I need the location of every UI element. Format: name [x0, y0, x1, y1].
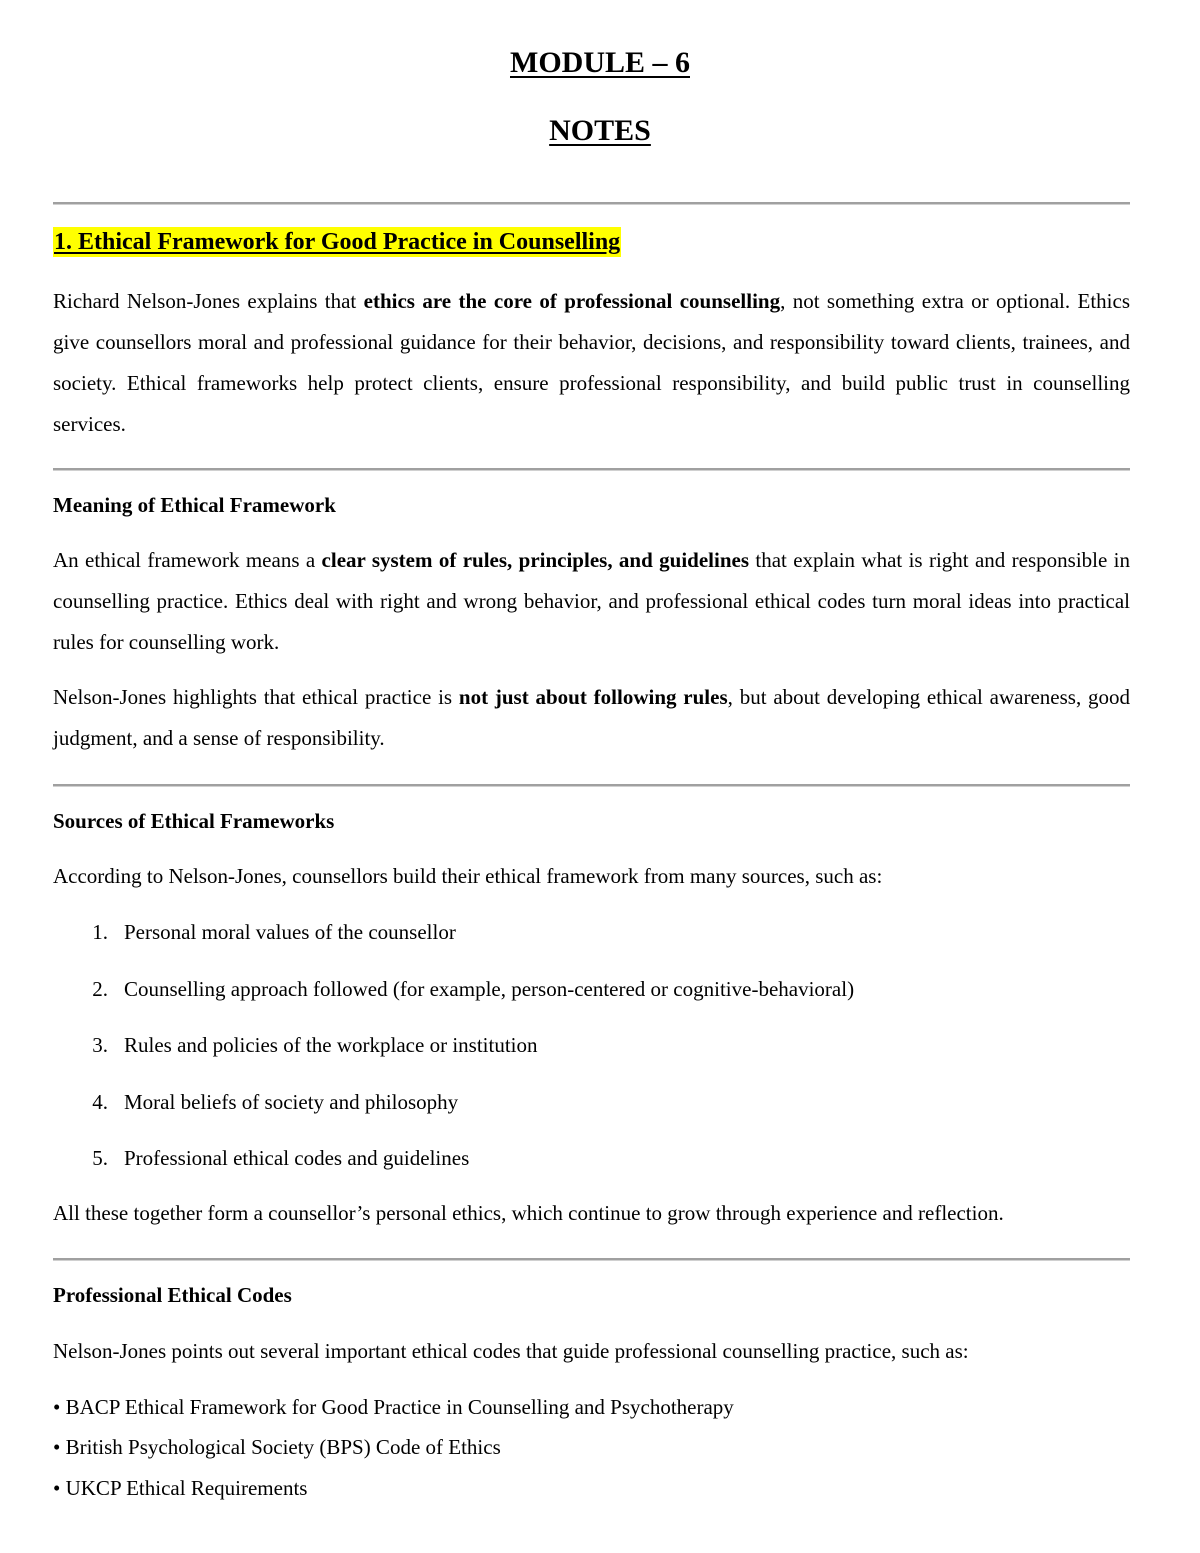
list-item-number: 4. [92, 1090, 108, 1114]
text-run: Richard Nelson-Jones explains that [53, 289, 364, 313]
list-item-number: 5. [92, 1146, 108, 1170]
list-item-number: 2. [92, 977, 108, 1001]
bold-run: not just about following rules [458, 685, 728, 709]
list-item: Rules and policies of the workplace or institution [124, 1033, 538, 1057]
codes-intro: Nelson-Jones points out several important ethical codes that guide professional counselling practice, such as: [53, 1339, 969, 1363]
heading-meaning: Meaning of Ethical Framework [53, 493, 336, 517]
meaning-paragraph-1 [53, 540, 1130, 663]
text-run: that explain what is right and responsible in counselling practice. Ethics deal with right and wrong behavior, and professional ethical codes turn moral ideas into practical rules for counselling work. [53, 548, 1131, 654]
heading-professional-codes: Professional Ethical Codes [53, 1283, 292, 1307]
text-run: Nelson-Jones highlights that ethical practice is [53, 685, 459, 709]
sources-intro: According to Nelson-Jones, counsellors build their ethical framework from many sources, such as: [53, 864, 883, 888]
list-item: Personal moral values of the counsellor [124, 920, 456, 944]
bullet-item: • British Psychological Society (BPS) Code of Ethics [53, 1435, 501, 1459]
divider [53, 784, 1130, 787]
bullet-item: • UKCP Ethical Requirements [53, 1476, 308, 1500]
intro-paragraph [53, 281, 1130, 445]
divider [53, 202, 1130, 205]
sources-closing: All these together form a counsellor’s personal ethics, which continue to grow through experience and reflection. [53, 1201, 1004, 1225]
divider [53, 468, 1130, 471]
notes-title: NOTES [549, 114, 651, 147]
list-item: Professional ethical codes and guidelines [124, 1146, 470, 1170]
heading-sources: Sources of Ethical Frameworks [53, 809, 335, 833]
list-item: Moral beliefs of society and philosophy [124, 1090, 459, 1114]
bold-run: ethics are the core of professional counselling [363, 289, 781, 313]
text-run: An ethical framework means a [53, 548, 322, 572]
list-item-number: 1. [92, 920, 108, 944]
divider [53, 1258, 1130, 1261]
text-run: , not something extra or optional. Ethics give counsellors moral and professional guidance for their behavior, decisions, and responsibility toward clients, trainees, and society. Ethical frameworks help protect clients, ensure professional responsibility, and build public trust in counselling services. [53, 289, 1130, 436]
section-heading-ethical-framework: 1. Ethical Framework for Good Practice in Counselling [54, 229, 621, 255]
list-item: Counselling approach followed (for example, person-centered or cognitive-behavioral) [124, 977, 855, 1001]
bold-run: clear system of rules, principles, and guidelines [321, 548, 750, 572]
meaning-paragraph-2 [53, 677, 1130, 759]
text-run: , but about developing ethical awareness, good judgment, and a sense of responsibility. [53, 685, 1131, 750]
bullet-item: • BACP Ethical Framework for Good Practice in Counselling and Psychotherapy [53, 1395, 734, 1419]
list-item-number: 3. [92, 1033, 108, 1057]
module-title: MODULE – 6 [510, 46, 690, 79]
